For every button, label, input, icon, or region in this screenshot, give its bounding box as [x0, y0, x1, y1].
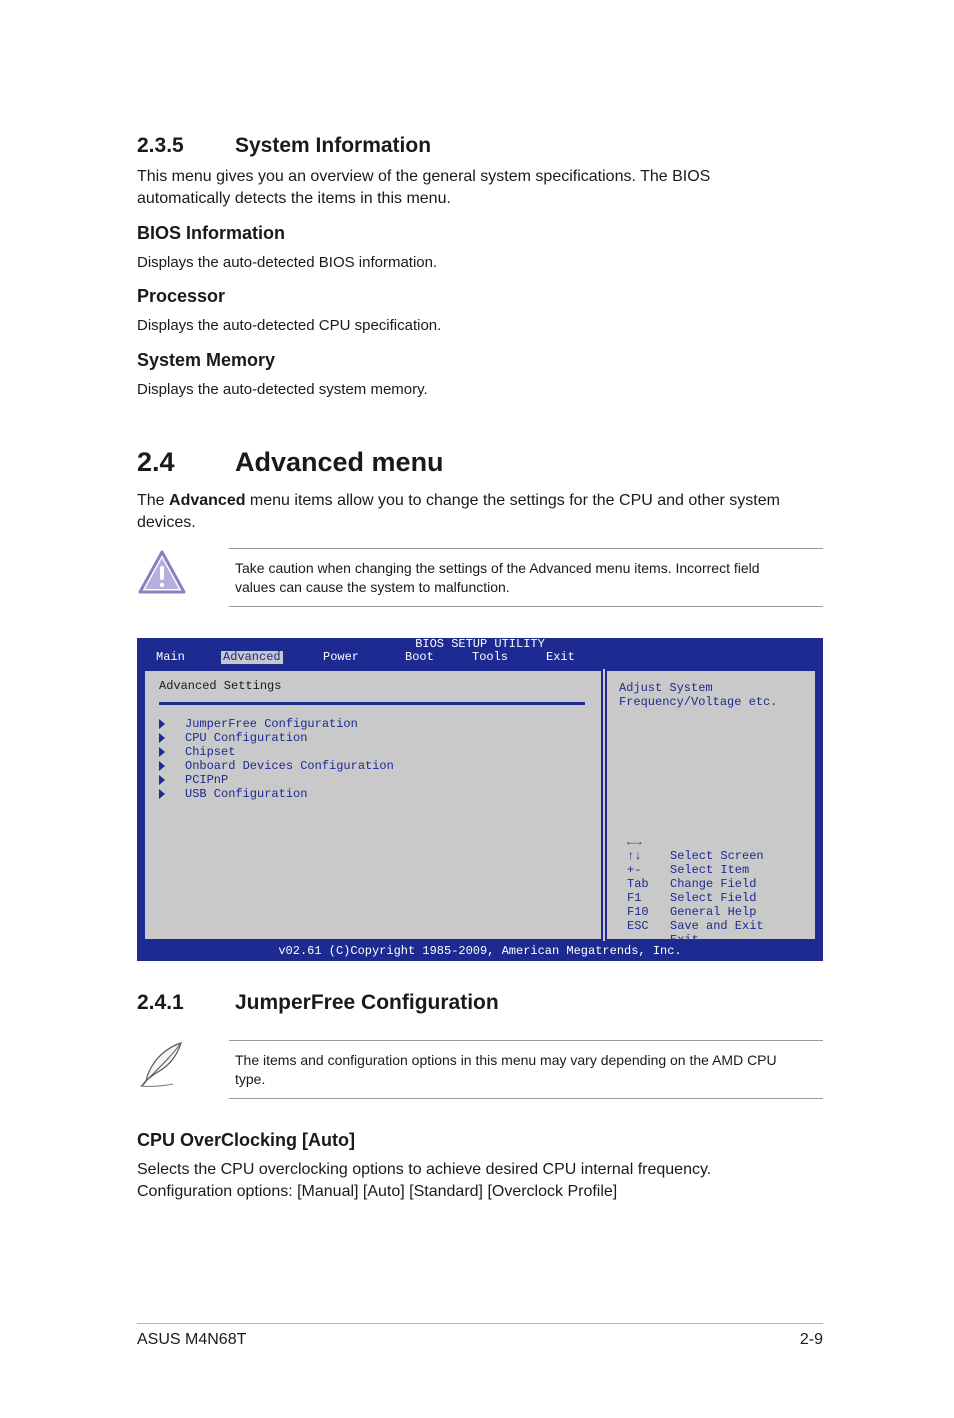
key-general-help: F1 General Help: [627, 891, 757, 919]
system-memory-heading: System Memory: [137, 350, 276, 370]
help-text-line1: Adjust System: [619, 681, 713, 695]
caution-text: Take caution when changing the settings of the Advanced menu items. Incorrect field values can cause the system to malfunction.: [235, 560, 760, 595]
up-down-arrows-icon: ↑↓: [627, 849, 642, 863]
help-frame: [605, 669, 817, 947]
footer-page-number: 2-9: [799, 1331, 823, 1348]
processor-desc: Displays the auto-detected CPU specification.: [137, 317, 442, 334]
caution-top-rule: [229, 548, 823, 549]
tab-power[interactable]: Power: [323, 650, 360, 664]
key-select-field: Tab Select Field: [627, 877, 757, 905]
caution-bottom-rule: [229, 606, 823, 607]
submenu-arrow-icon: [159, 719, 165, 729]
tab-tools[interactable]: Tools: [472, 650, 509, 664]
cpu-overclocking-heading: CPU OverClocking [Auto]: [137, 1130, 356, 1150]
section-235-heading: [137, 134, 737, 160]
section-title: Advanced menu: [235, 447, 444, 477]
tab-main[interactable]: Main: [156, 650, 185, 664]
tab-advanced[interactable]: Advanced: [223, 650, 281, 664]
section-24-heading: [137, 447, 737, 481]
system-memory-desc: Displays the auto-detected system memory.: [137, 381, 428, 398]
section-number: 2.4: [137, 447, 175, 477]
caution-icon: [137, 548, 187, 596]
feather-note-icon: [137, 1040, 187, 1088]
panel-title: Advanced Settings: [159, 679, 282, 693]
key-select-item: ↑↓ Select Item: [627, 849, 750, 877]
help-text-line2: Frequency/Voltage etc.: [619, 695, 778, 709]
bios-panel: [143, 669, 817, 947]
bios-copyright: v02.61 (C)Copyright 1985-2009, American Megatrends, Inc.: [278, 944, 682, 958]
left-right-arrows-icon: ←→: [627, 835, 642, 849]
submenu-arrow-icon: [159, 761, 165, 771]
submenu-arrow-icon: [159, 775, 165, 785]
section-number: 2.3.5: [137, 134, 184, 157]
submenu-arrow-icon: [159, 789, 165, 799]
submenu-arrow-icon: [159, 733, 165, 743]
key-save-exit: F10 Save and Exit: [627, 905, 764, 933]
cpu-overclocking-desc: Selects the CPU overclocking options to achieve desired CPU internal frequency. Configuration options: [Manual] [Auto] [Standard] [Overclock Profile]: [137, 1161, 712, 1200]
bios-screen: [137, 638, 823, 961]
bios-title: BIOS SETUP UTILITY: [415, 637, 545, 651]
note-top-rule: [229, 1040, 823, 1041]
submenu-arrow-icon: [159, 747, 165, 757]
bios-information-heading: BIOS Information: [137, 223, 285, 243]
note-bottom-rule: [229, 1098, 823, 1099]
footer-rule: [137, 1323, 823, 1324]
settings-frame: Advanced Settings JumperFree Configuration CPU Configuration Chipset Onboard Devices Configuration PCIPnP USB Configuration: [143, 669, 603, 941]
bios-information-desc: Displays the auto-detected BIOS information.: [137, 254, 438, 271]
section-title: JumperFree Configuration: [235, 991, 499, 1014]
panel-title-underline: [159, 702, 585, 705]
footer-product: ASUS M4N68T: [137, 1331, 247, 1348]
tab-exit[interactable]: Exit: [546, 650, 575, 664]
key-select-screen: ←→ Select Screen: [627, 835, 764, 863]
section-241-heading: [137, 991, 737, 1017]
processor-heading: Processor: [137, 286, 226, 306]
key-exit: ESC Exit: [627, 919, 699, 947]
section-235-intro: This menu gives you an overview of the general system specifications. The BIOS automatically detects the items in this menu.: [137, 168, 711, 207]
section-title: System Information: [235, 134, 432, 157]
key-change-field: +- Change Field: [627, 863, 757, 891]
tab-boot[interactable]: Boot: [405, 650, 434, 664]
section-24-intro: The Advanced menu items allow you to change the settings for the CPU and other system devices.: [137, 492, 780, 531]
section-number: 2.4.1: [137, 991, 184, 1014]
note-text: The items and configuration options in this menu may vary depending on the AMD CPU type.: [235, 1052, 777, 1087]
